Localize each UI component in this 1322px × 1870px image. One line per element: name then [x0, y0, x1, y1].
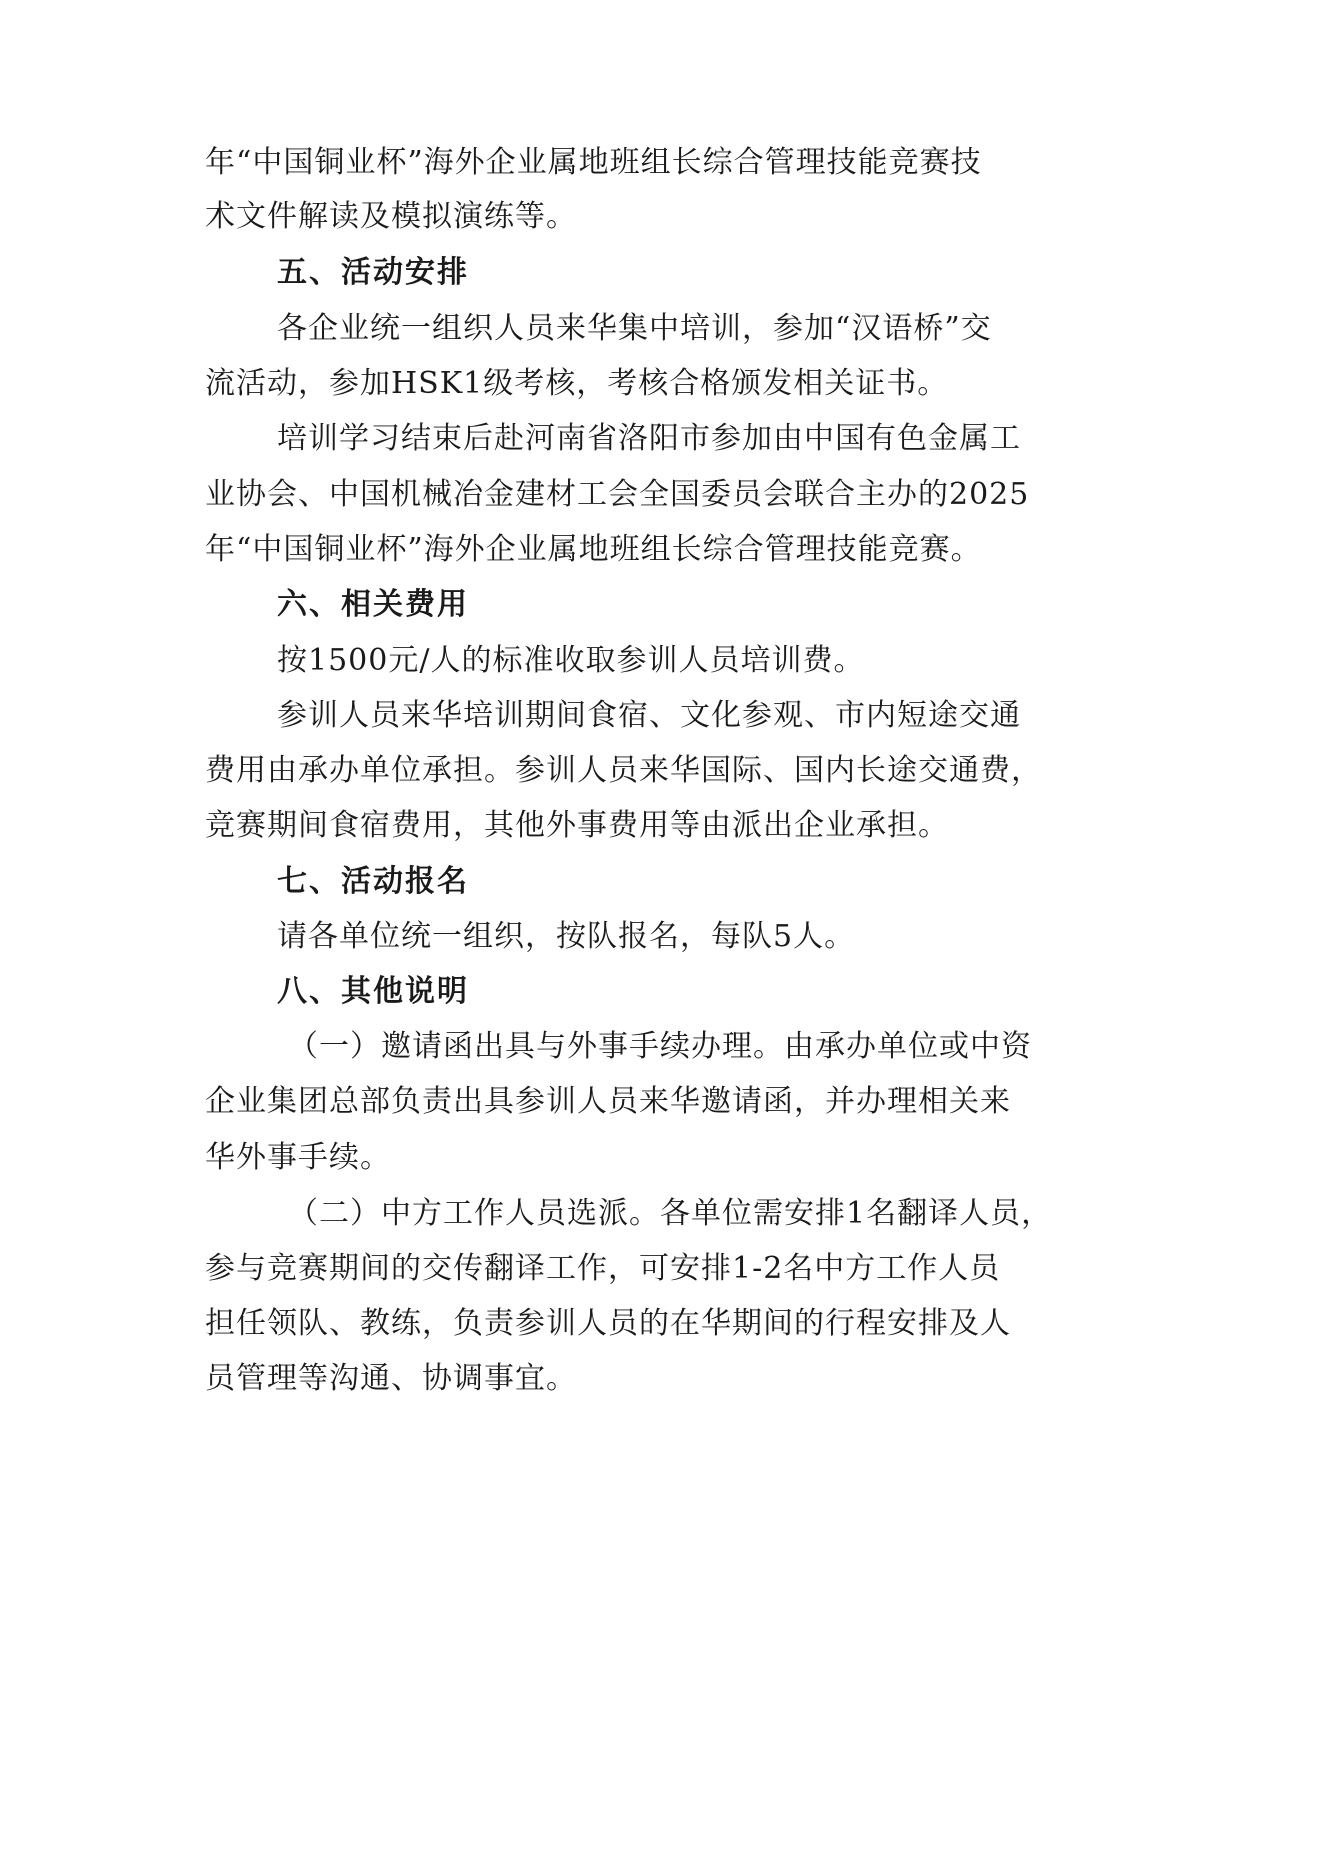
paragraph-line: （二）中方工作人员选派。各单位需安排1名翻译人员， [288, 1196, 1053, 1231]
paragraph-line: 按1500元/人的标准收取参训人员培训费。 [277, 643, 865, 678]
section-heading-8: 八、其他说明 [277, 974, 469, 1009]
paragraph-line: 竞赛期间食宿费用，其他外事费用等由派出企业承担。 [205, 808, 949, 843]
paragraph-line: 参训人员来华培训期间食宿、文化参观、市内短途交通 [277, 698, 1021, 733]
paragraph-line: 流活动，参加HSK1级考核，考核合格颁发相关证书。 [205, 366, 949, 401]
section-heading-5: 五、活动安排 [277, 255, 469, 290]
paragraph-line: 担任领队、教练，负责参训人员的在华期间的行程安排及人 [205, 1306, 1011, 1341]
paragraph-line: 参与竞赛期间的交传翻译工作，可安排1-2名中方工作人员 [205, 1251, 1001, 1286]
paragraph-line: （一）邀请函出具与外事手续办理。由承办单位或中资 [288, 1029, 1032, 1064]
paragraph-line: 业协会、中国机械冶金建材工会全国委员会联合主办的2025 [205, 477, 1030, 512]
paragraph-line: 华外事手续。 [205, 1140, 391, 1175]
paragraph-line: 培训学习结束后赴河南省洛阳市参加由中国有色金属工 [277, 421, 1021, 456]
paragraph-line: 费用由承办单位承担。参训人员来华国际、国内长途交通费， [205, 753, 1042, 788]
paragraph-line: 各企业统一组织人员来华集中培训，参加“汉语桥”交 [277, 311, 992, 346]
paragraph-line: 年“中国铜业杯”海外企业属地班组长综合管理技能竞赛技 [205, 145, 982, 180]
paragraph-line: 请各单位统一组织，按队报名，每队5人。 [277, 919, 856, 954]
paragraph-line: 年“中国铜业杯”海外企业属地班组长综合管理技能竞赛。 [205, 532, 982, 567]
section-heading-6: 六、相关费用 [277, 587, 469, 622]
paragraph-line: 企业集团总部负责出具参训人员来华邀请函，并办理相关来 [205, 1084, 1011, 1119]
section-heading-7: 七、活动报名 [277, 864, 469, 899]
paragraph-line: 员管理等沟通、协调事宜。 [205, 1361, 577, 1396]
paragraph-line: 术文件解读及模拟演练等。 [205, 199, 577, 234]
